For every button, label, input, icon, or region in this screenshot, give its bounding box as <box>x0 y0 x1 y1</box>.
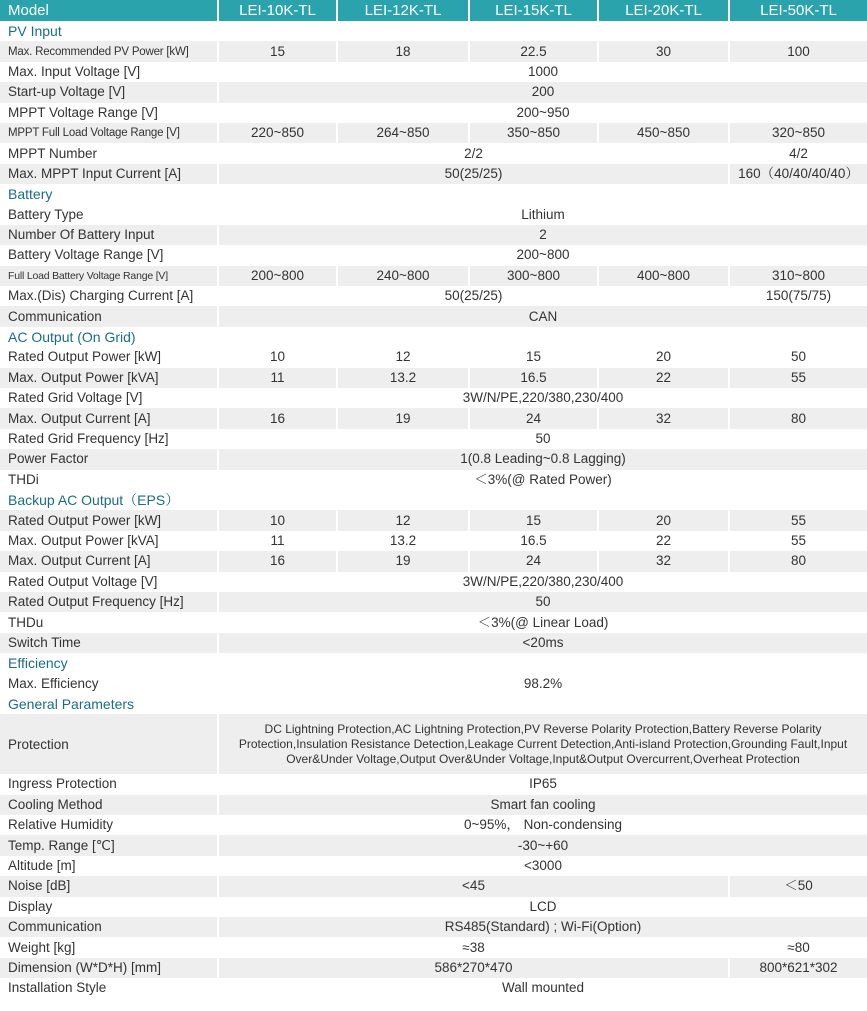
spec-row <box>0 347 867 367</box>
spec-row <box>0 225 867 245</box>
spec-label: Max. Recommended PV Power [kW] <box>0 41 217 61</box>
spec-value: 2 <box>217 225 867 245</box>
spec-label: Rated Output Voltage [V] <box>8 573 158 589</box>
spec-label: Max. Efficiency <box>8 675 99 691</box>
spec-value: 15 <box>468 510 597 530</box>
section-header <box>0 653 867 673</box>
spec-value: ＜50 <box>728 876 867 896</box>
spec-value: LCD <box>217 897 867 917</box>
spec-label: Display <box>8 898 53 914</box>
spec-value: 150(75/75) <box>728 286 867 306</box>
spec-label: Altitude [m] <box>8 858 76 874</box>
spec-value: RS485(Standard) ; Wi-Fi(Option) <box>217 917 867 937</box>
spec-row <box>0 795 867 815</box>
spec-row <box>0 815 867 835</box>
spec-value: 11 <box>217 531 336 551</box>
spec-value: 350~850 <box>468 123 597 143</box>
spec-value: 2/2 <box>217 143 728 163</box>
spec-label: Start-up Voltage [V] <box>0 82 217 102</box>
spec-value: 310~800 <box>728 266 867 286</box>
spec-label: MPPT Full Load Voltage Range [V] <box>0 123 217 143</box>
spec-value: 200~800 <box>217 245 867 265</box>
spec-label: Rated Grid Frequency [Hz] <box>8 431 169 446</box>
spec-row <box>0 429 867 449</box>
section-title: Battery <box>0 184 867 204</box>
spec-value: 12 <box>336 347 468 367</box>
spec-row <box>0 306 867 326</box>
spec-value: CAN <box>217 306 867 326</box>
section-title: AC Output (On Grid) <box>0 327 867 347</box>
spec-row <box>0 714 867 774</box>
spec-row <box>0 937 867 957</box>
spec-row <box>0 123 867 143</box>
spec-label: Ingress Protection <box>8 776 117 792</box>
spec-value: 264~850 <box>336 123 468 143</box>
header-model-4: LEI-20K-TL <box>597 0 728 21</box>
spec-label: Max. MPPT Input Current [A] <box>0 164 217 184</box>
spec-value: 15 <box>468 347 597 367</box>
spec-value: <45 <box>217 876 728 896</box>
spec-label: THDu <box>8 614 44 630</box>
spec-row <box>0 592 867 612</box>
header-row <box>0 0 867 21</box>
spec-value: 20 <box>597 347 728 367</box>
spec-value: 19 <box>336 551 468 571</box>
spec-value: Wall mounted <box>217 978 867 998</box>
spec-label: Battery Voltage Range [V] <box>8 247 164 263</box>
spec-row <box>0 449 867 469</box>
spec-row <box>0 510 867 530</box>
spec-label: Max. Output Power [kVA] <box>8 532 159 548</box>
spec-value: -30~+60 <box>217 835 867 855</box>
spec-value: 80 <box>728 408 867 428</box>
spec-value: 80 <box>728 551 867 571</box>
spec-row <box>0 572 867 592</box>
spec-value: 19 <box>336 408 468 428</box>
spec-value: 55 <box>728 368 867 388</box>
spec-value: 320~850 <box>728 123 867 143</box>
spec-value: 16 <box>217 408 336 428</box>
spec-row <box>0 917 867 937</box>
header-model-3: LEI-15K-TL <box>468 0 597 21</box>
spec-label: Rated Output Power [kW] <box>8 349 162 365</box>
spec-value: 50(25/25) <box>217 286 728 306</box>
spec-row <box>0 266 867 286</box>
spec-value: 22 <box>597 531 728 551</box>
spec-label: Switch Time <box>0 633 217 653</box>
spec-value: 220~850 <box>217 123 336 143</box>
spec-label: Dimension (W*D*H) [mm] <box>0 958 217 978</box>
spec-label: Communication <box>0 306 217 326</box>
spec-label: Installation Style <box>8 980 107 996</box>
spec-value: 98.2% <box>217 674 867 694</box>
spec-label: Rated Output Frequency [Hz] <box>0 592 217 612</box>
spec-row <box>0 408 867 428</box>
spec-value: 22.5 <box>468 41 597 61</box>
spec-value: 13.2 <box>336 368 468 388</box>
spec-value: Lithium <box>217 205 867 225</box>
spec-label: MPPT Number <box>8 145 98 161</box>
spec-label: Battery Type <box>8 206 84 222</box>
spec-value: 55 <box>728 510 867 530</box>
spec-value: 13.2 <box>336 531 468 551</box>
spec-value: 10 <box>217 347 336 367</box>
spec-value: 50(25/25) <box>217 164 728 184</box>
spec-value: 24 <box>468 551 597 571</box>
spec-label: THDi <box>8 471 39 487</box>
spec-body <box>0 21 867 999</box>
spec-value: 200 <box>217 82 867 102</box>
spec-value: 32 <box>597 551 728 571</box>
spec-label: Rated Grid Voltage [V] <box>8 390 143 406</box>
spec-row <box>0 978 867 998</box>
spec-value: 3W/N/PE,220/380,230/400 <box>217 388 867 408</box>
section-title: General Parameters <box>0 694 867 714</box>
spec-value: 50 <box>217 592 867 612</box>
spec-row <box>0 876 867 896</box>
section-header <box>0 490 867 510</box>
section-header <box>0 327 867 347</box>
spec-label: Max. Output Current [A] <box>0 551 217 571</box>
spec-value: 18 <box>336 41 468 61</box>
spec-label: Weight [kg] <box>8 939 76 955</box>
spec-row <box>0 286 867 306</box>
spec-row <box>0 143 867 163</box>
spec-value: ＜3%(@ Linear Load) <box>217 612 867 632</box>
spec-value: 16 <box>217 551 336 571</box>
section-title: Backup AC Output（EPS） <box>0 490 867 510</box>
spec-label: Max. Input Voltage [V] <box>8 63 141 79</box>
spec-value: 450~850 <box>597 123 728 143</box>
spec-value: 50 <box>217 429 867 449</box>
spec-label: Cooling Method <box>0 795 217 815</box>
spec-label: MPPT Voltage Range [V] <box>8 104 158 120</box>
spec-row <box>0 164 867 184</box>
spec-row <box>0 103 867 123</box>
section-title: Efficiency <box>0 653 867 673</box>
spec-row <box>0 41 867 61</box>
spec-value: 4/2 <box>728 143 867 163</box>
spec-label: Number Of Battery Input <box>0 225 217 245</box>
spec-label: Temp. Range [℃] <box>0 835 217 855</box>
spec-label: Noise [dB] <box>0 876 217 896</box>
spec-value: 16.5 <box>468 368 597 388</box>
header-model-1: LEI-10K-TL <box>217 0 336 21</box>
spec-label: Max. Output Current [A] <box>0 408 217 428</box>
spec-value: 240~800 <box>336 266 468 286</box>
spec-value: <3000 <box>217 856 867 876</box>
spec-value: 586*270*470 <box>217 958 728 978</box>
spec-value: 800*621*302 <box>728 958 867 978</box>
spec-value: 3W/N/PE,220/380,230/400 <box>217 572 867 592</box>
spec-row <box>0 368 867 388</box>
spec-row <box>0 612 867 632</box>
spec-value: 200~800 <box>217 266 336 286</box>
spec-row <box>0 856 867 876</box>
spec-row <box>0 835 867 855</box>
spec-value: 11 <box>217 368 336 388</box>
spec-value: IP65 <box>217 774 867 794</box>
spec-row <box>0 82 867 102</box>
spec-row <box>0 62 867 82</box>
spec-value: ≈80 <box>728 937 867 957</box>
spec-value: ＜3%(@ Rated Power) <box>217 470 867 490</box>
section-header <box>0 694 867 714</box>
spec-value: 20 <box>597 510 728 530</box>
spec-row <box>0 531 867 551</box>
spec-value: 50 <box>728 347 867 367</box>
header-model-5: LEI-50K-TL <box>728 0 867 21</box>
section-title: PV Input <box>0 21 867 41</box>
spec-row <box>0 388 867 408</box>
spec-row <box>0 245 867 265</box>
spec-row <box>0 958 867 978</box>
spec-row <box>0 470 867 490</box>
spec-row <box>0 551 867 571</box>
spec-value: 200~950 <box>217 103 867 123</box>
spec-value: <20ms <box>217 633 867 653</box>
spec-value: 0~95%， Non-condensing <box>217 815 867 835</box>
spec-value: 100 <box>728 41 867 61</box>
spec-label: Max.(Dis) Charging Current [A] <box>8 288 194 304</box>
spec-label: Communication <box>0 917 217 937</box>
spec-label: Max. Output Power [kVA] <box>0 368 217 388</box>
spec-row <box>0 633 867 653</box>
spec-value: 55 <box>728 531 867 551</box>
spec-value: 400~800 <box>597 266 728 286</box>
spec-value: 1(0.8 Leading~0.8 Lagging) <box>217 449 867 469</box>
spec-value: 22 <box>597 368 728 388</box>
spec-value: 16.5 <box>468 531 597 551</box>
spec-label: Full Load Battery Voltage Range [V] <box>0 266 217 286</box>
spec-value: 1000 <box>217 62 867 82</box>
header-model-2: LEI-12K-TL <box>336 0 468 21</box>
spec-value: 15 <box>217 41 336 61</box>
spec-value: 24 <box>468 408 597 428</box>
spec-value: 32 <box>597 408 728 428</box>
spec-value: 300~800 <box>468 266 597 286</box>
spec-row <box>0 205 867 225</box>
spec-value: DC Lightning Protection,AC Lightning Protection,PV Reverse Polarity Protection,Battery Reverse Polarity Protection,Insulation Resistance Detection,Leakage Current Detection,Anti-island Protection,Grounding Fault,Input Over&Under Voltage,Output Over&Under Voltage,Input&Output Overcurrent,Overheat Protection <box>217 714 867 774</box>
spec-row <box>0 674 867 694</box>
spec-row <box>0 897 867 917</box>
spec-row <box>0 774 867 794</box>
spec-value: ≈38 <box>217 937 728 957</box>
spec-label: Protection <box>0 714 217 774</box>
section-header <box>0 184 867 204</box>
spec-value: 12 <box>336 510 468 530</box>
header-model: Model <box>0 0 217 21</box>
spec-value: 10 <box>217 510 336 530</box>
spec-label: Power Factor <box>0 449 217 469</box>
spec-label: Relative Humidity <box>8 817 114 833</box>
section-header <box>0 21 867 41</box>
spec-label: Rated Output Power [kW] <box>0 510 217 530</box>
spec-value: 160（40/40/40/40） <box>728 164 867 184</box>
spec-value: 30 <box>597 41 728 61</box>
spec-value: Smart fan cooling <box>217 795 867 815</box>
